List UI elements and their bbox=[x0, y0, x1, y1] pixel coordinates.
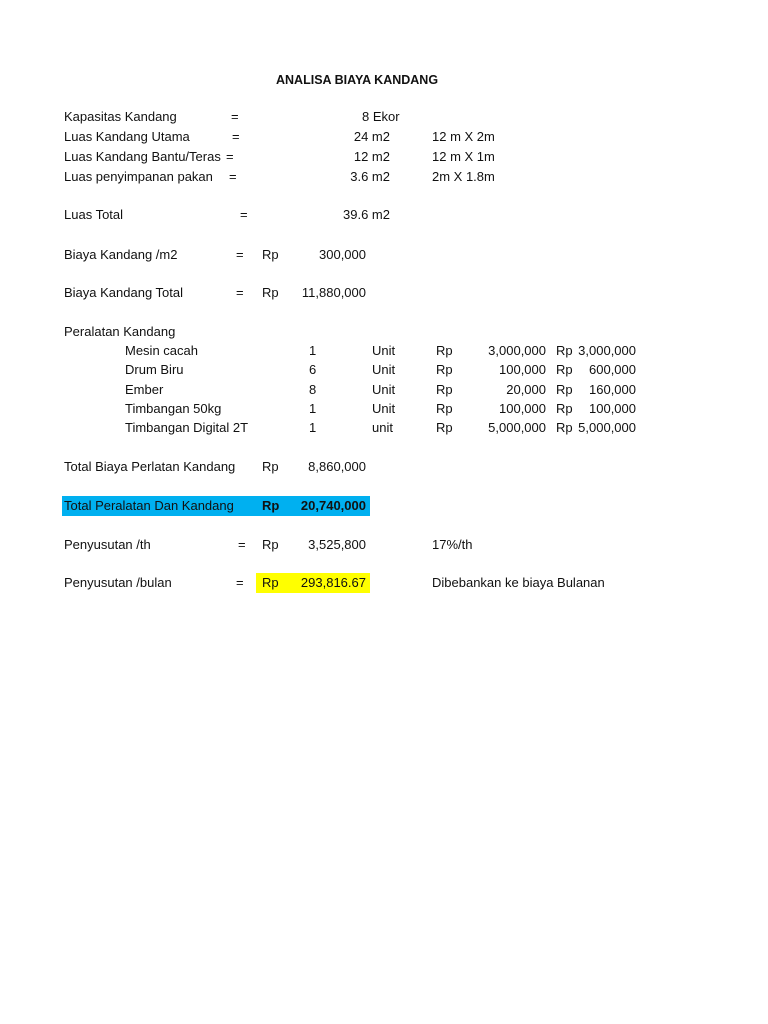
penyusutan-th-currency: Rp bbox=[262, 537, 279, 552]
item-qty: 1 bbox=[309, 420, 317, 435]
item-currency: Rp bbox=[436, 420, 453, 435]
biaya-total-value: 11,880,000 bbox=[301, 285, 366, 300]
total-perlatan-label: Total Biaya Perlatan Kandang bbox=[64, 459, 236, 474]
item-total: 600,000 bbox=[589, 362, 636, 377]
penyusutan-th-note: 17%/th bbox=[432, 537, 473, 552]
item-qty: 1 bbox=[309, 343, 317, 358]
item-price: 100,000 bbox=[499, 401, 546, 416]
item-currency: Rp bbox=[436, 362, 453, 377]
item-unit: Unit bbox=[372, 401, 396, 416]
item-name: Ember bbox=[125, 382, 164, 397]
total-perlatan-currency: Rp bbox=[262, 459, 279, 474]
penyusutan-bulan-currency: Rp bbox=[262, 575, 279, 590]
spec-label-luas-bantu: Luas Kandang Bantu/Teras bbox=[64, 149, 221, 164]
total-all-label: Total Peralatan Dan Kandang bbox=[64, 498, 234, 513]
penyusutan-bulan-note: Dibebankan ke biaya Bulanan bbox=[432, 575, 605, 590]
spec-label-kapasitas: Kapasitas Kandang bbox=[64, 109, 177, 124]
spec-dim-luas-utama: 12 m X 2m bbox=[432, 129, 495, 144]
spec-dim-luas-pakan: 2m X 1.8m bbox=[432, 169, 495, 184]
item-qty: 8 bbox=[309, 382, 317, 397]
spec-eq-kapasitas: = bbox=[231, 109, 239, 124]
biaya-m2-currency: Rp bbox=[262, 247, 279, 262]
spec-value-luas-pakan: 3.6 m2 bbox=[350, 169, 390, 184]
penyusutan-th-label: Penyusutan /th bbox=[64, 537, 151, 552]
item-unit: Unit bbox=[372, 382, 396, 397]
spec-eq-luas-bantu: = bbox=[226, 149, 234, 164]
penyusutan-th-eq: = bbox=[238, 537, 246, 552]
item-total: 100,000 bbox=[589, 401, 636, 416]
luas-total-value: 39.6 m2 bbox=[343, 207, 390, 222]
item-currency-total: Rp bbox=[556, 362, 573, 377]
item-price: 100,000 bbox=[499, 362, 546, 377]
item-qty: 1 bbox=[309, 401, 317, 416]
penyusutan-bulan-value: 293,816.67 bbox=[300, 575, 366, 590]
item-price: 5,000,000 bbox=[488, 420, 546, 435]
spec-label-luas-utama: Luas Kandang Utama bbox=[64, 129, 190, 144]
spec-value-luas-utama: 24 m2 bbox=[353, 129, 390, 144]
item-name: Drum Biru bbox=[125, 362, 184, 377]
item-total: 160,000 bbox=[589, 382, 636, 397]
item-currency-total: Rp bbox=[556, 420, 573, 435]
total-all-currency: Rp bbox=[262, 498, 280, 513]
item-name: Timbangan 50kg bbox=[125, 401, 222, 416]
penyusutan-bulan-label: Penyusutan /bulan bbox=[64, 575, 172, 590]
item-currency: Rp bbox=[436, 382, 453, 397]
biaya-m2-value: 300,000 bbox=[319, 247, 366, 262]
luas-total-label: Luas Total bbox=[64, 207, 124, 222]
item-currency-total: Rp bbox=[556, 401, 573, 416]
item-price: 20,000 bbox=[506, 382, 546, 397]
penyusutan-th-value: 3,525,800 bbox=[308, 537, 366, 552]
biaya-total-label: Biaya Kandang Total bbox=[64, 285, 184, 300]
luas-total-eq: = bbox=[240, 207, 248, 222]
item-unit: Unit bbox=[372, 343, 396, 358]
peralatan-heading: Peralatan Kandang bbox=[64, 324, 176, 339]
item-qty: 6 bbox=[309, 362, 317, 377]
biaya-total-currency: Rp bbox=[262, 285, 279, 300]
spec-eq-luas-pakan: = bbox=[229, 169, 237, 184]
item-currency-total: Rp bbox=[556, 382, 573, 397]
item-name: Timbangan Digital 2T bbox=[125, 420, 249, 435]
spec-value-luas-bantu: 12 m2 bbox=[353, 149, 390, 164]
item-total: 3,000,000 bbox=[578, 343, 636, 358]
biaya-total-eq: = bbox=[236, 285, 244, 300]
item-currency-total: Rp bbox=[556, 343, 573, 358]
total-perlatan-value: 8,860,000 bbox=[308, 459, 366, 474]
spec-eq-luas-utama: = bbox=[232, 129, 240, 144]
spec-dim-luas-bantu: 12 m X 1m bbox=[432, 149, 495, 164]
item-currency: Rp bbox=[436, 343, 453, 358]
total-all-value: 20,740,000 bbox=[300, 498, 366, 513]
spec-label-luas-pakan: Luas penyimpanan pakan bbox=[64, 169, 213, 184]
biaya-m2-label: Biaya Kandang /m2 bbox=[64, 247, 178, 262]
item-total: 5,000,000 bbox=[578, 420, 636, 435]
item-unit: Unit bbox=[372, 362, 396, 377]
item-price: 3,000,000 bbox=[488, 343, 546, 358]
biaya-m2-eq: = bbox=[236, 247, 244, 262]
spec-value-kapasitas: 8 Ekor bbox=[362, 109, 400, 124]
item-currency: Rp bbox=[436, 401, 453, 416]
page-title: ANALISA BIAYA KANDANG bbox=[276, 73, 439, 87]
penyusutan-bulan-eq: = bbox=[236, 575, 244, 590]
item-name: Mesin cacah bbox=[125, 343, 198, 358]
item-unit: unit bbox=[372, 420, 393, 435]
